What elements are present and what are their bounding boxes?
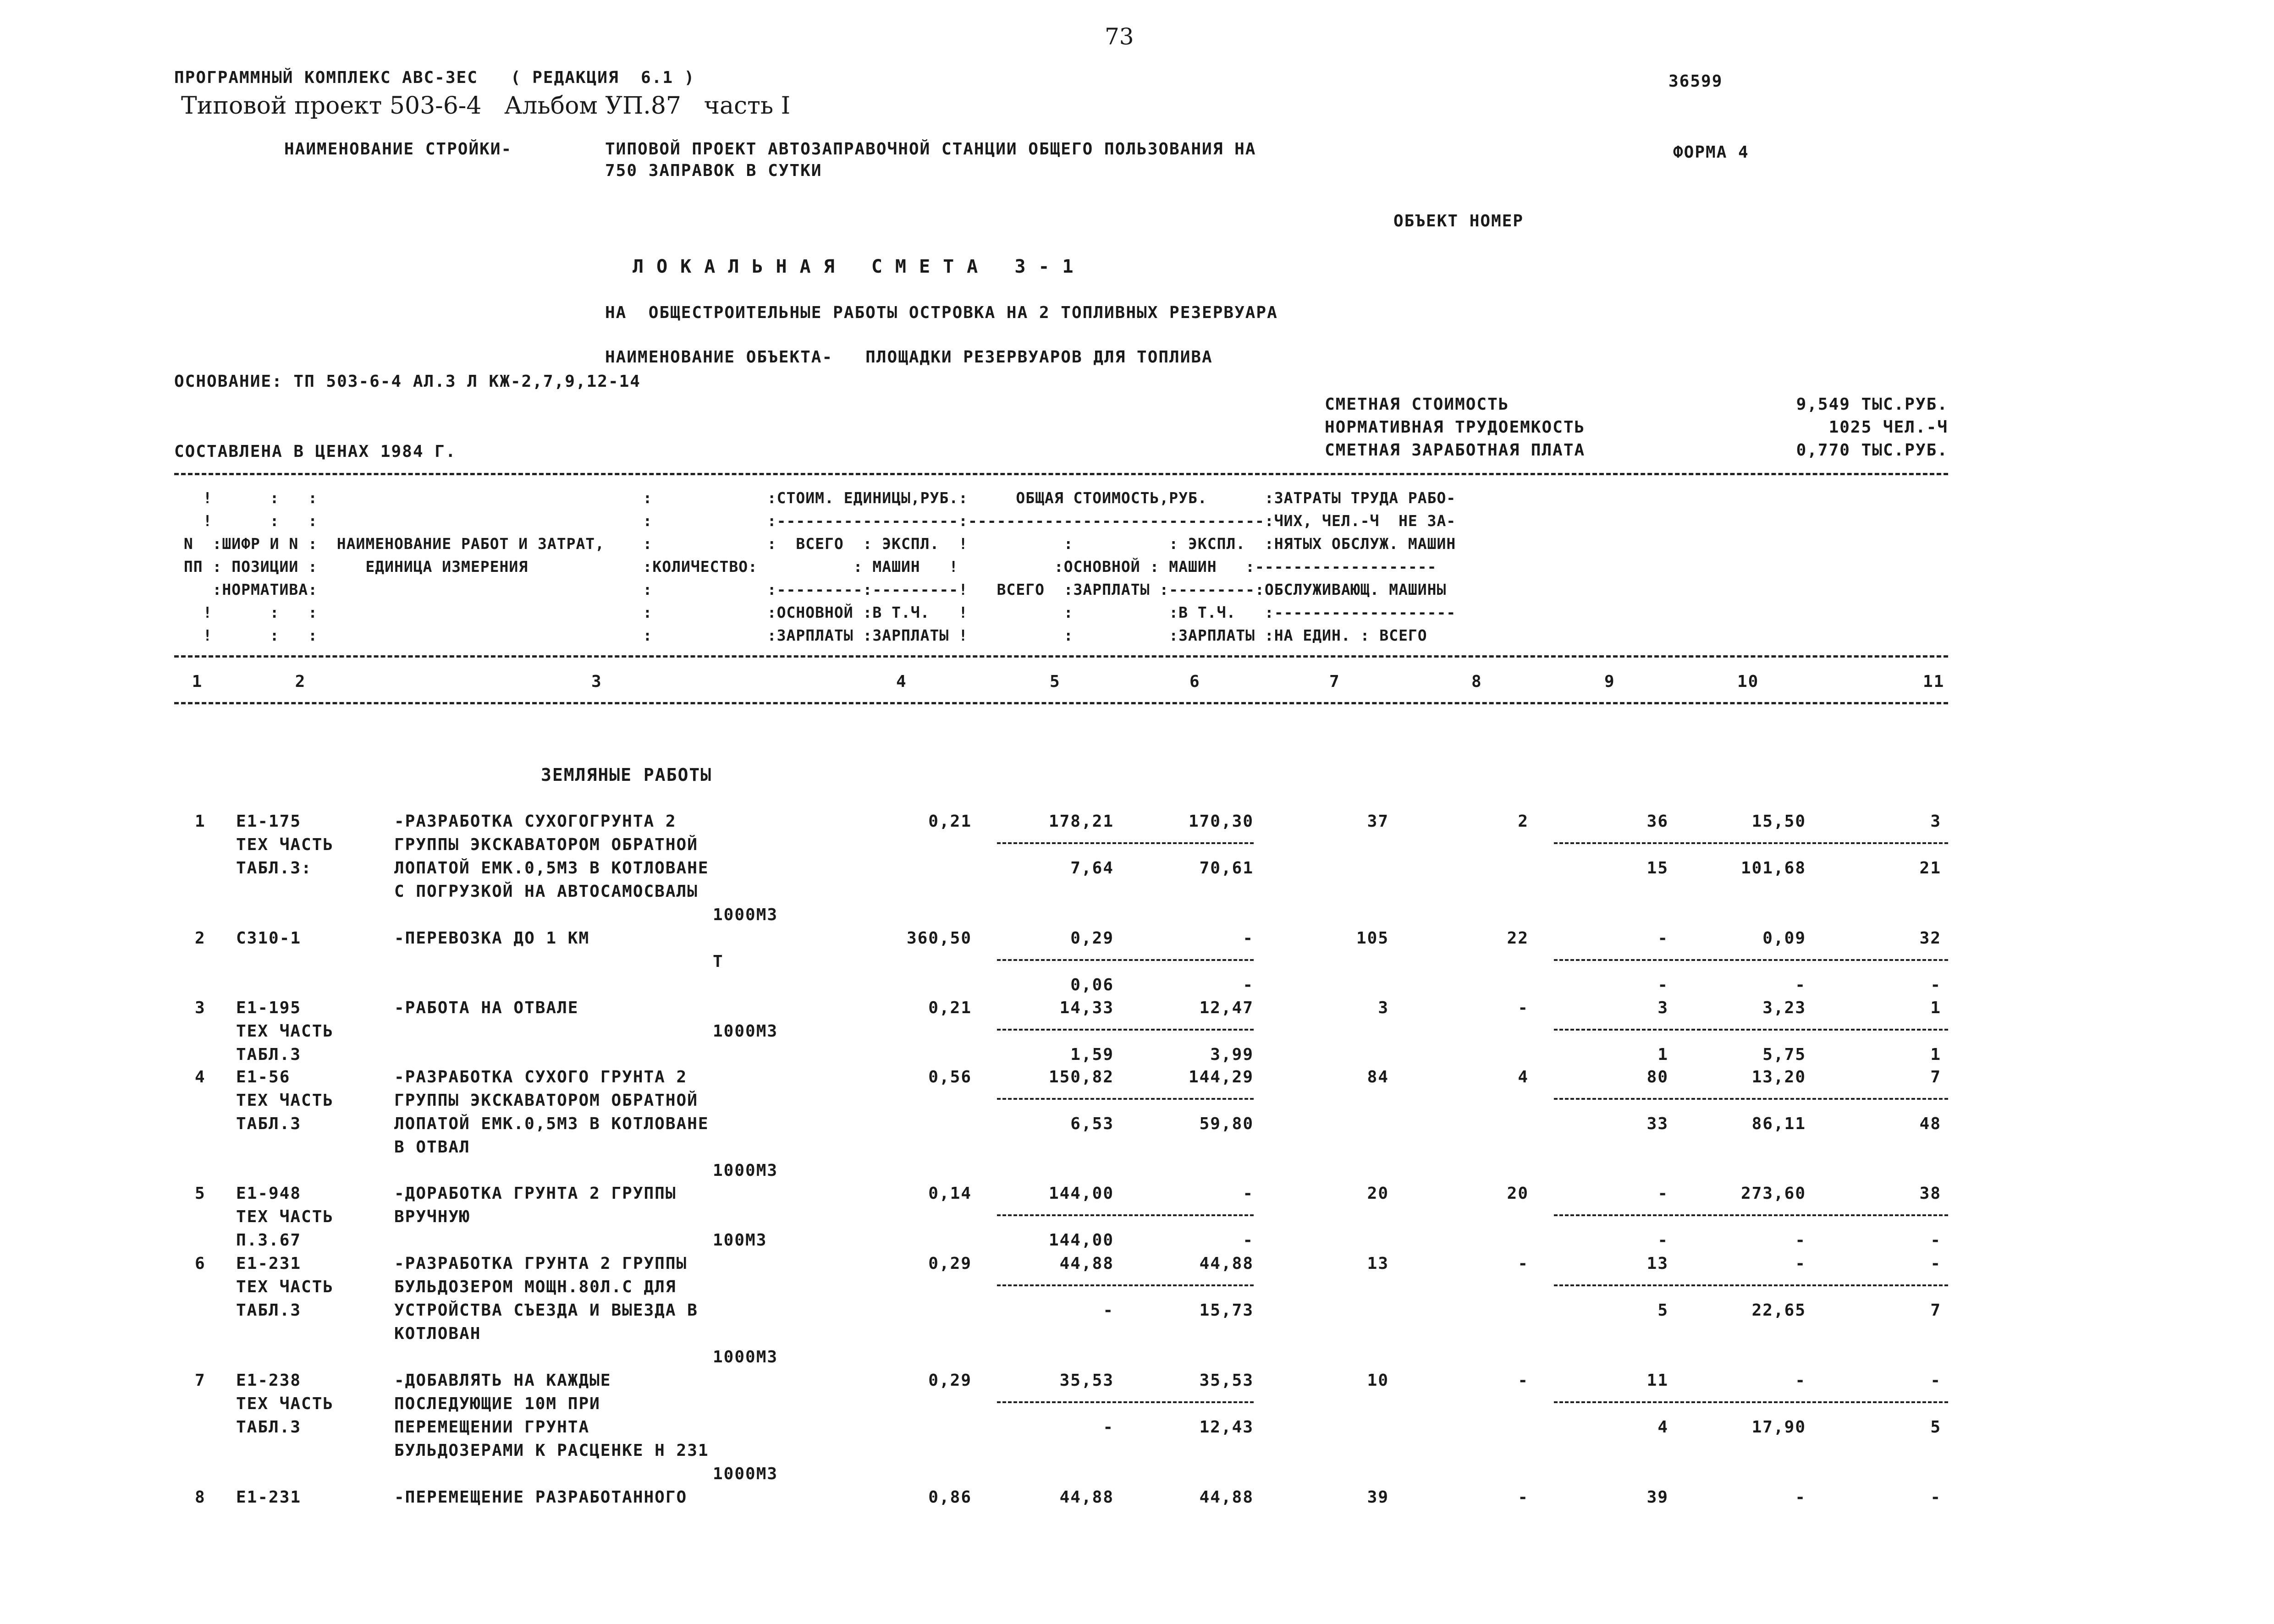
row-c6-value: 170,30 [1188,812,1254,831]
row-code: Е1-948 [236,1184,302,1203]
row-c9-wages: 5 [1657,1301,1668,1320]
row-c9-value: 3 [1657,999,1668,1017]
row-c6-value: 144,29 [1188,1068,1254,1086]
row-unit: 1000М3 [713,1161,778,1180]
row-total-cost: 10 [1367,1371,1389,1390]
row-total-wages: - [1518,1254,1529,1273]
row-quantity: 0,56 [928,1068,972,1086]
summary-label: СМЕТНАЯ ЗАРАБОТНАЯ ПЛАТА [1325,441,1586,460]
row-description: -ПЕРЕМЕЩЕНИЕ РАЗРАБОТАННОГО [394,1488,688,1507]
row-c11-value: - [1930,1371,1941,1390]
row-c11-value: - [1930,1488,1941,1507]
column-number: 1 [181,672,214,691]
row-c10-value: - [1795,1371,1806,1390]
row-c6-wages: 3,99 [1210,1045,1254,1064]
row-description: -ДОБАВЛЯТЬ НА КАЖДЫЕ [394,1371,611,1390]
row-description: БУЛЬДОЗЕРАМИ К РАСЦЕНКЕ Н 231 [394,1441,709,1460]
row-unit: 1000М3 [713,905,778,924]
row-sub-rule [1554,1029,1948,1031]
column-number: 9 [1604,672,1615,691]
row-sub-rule [1554,959,1948,961]
row-sub-rule [997,1029,1254,1031]
row-code: ТЕХ ЧАСТЬ [236,1091,334,1110]
row-c10-value: 15,50 [1751,812,1806,831]
row-c10-wages: - [1795,1231,1806,1250]
row-total-wages: - [1518,1371,1529,1390]
row-c10-wages: 17,90 [1751,1418,1806,1437]
column-number: 6 [1189,672,1200,691]
row-description: ГРУППЫ ЭКСКАВАТОРОМ ОБРАТНОЙ [394,835,698,854]
row-total-wages: 20 [1507,1184,1529,1203]
row-c9-value: - [1657,929,1668,948]
row-c5-value: 14,33 [1059,999,1114,1017]
section-title: ЗЕМЛЯНЫЕ РАБОТЫ [541,765,712,785]
row-c6-value: - [1243,1184,1254,1203]
row-c6-value: - [1243,929,1254,948]
row-quantity: 0,29 [928,1371,972,1390]
row-quantity: 0,14 [928,1184,972,1203]
row-c9-value: 80 [1646,1068,1668,1086]
summary-label: СМЕТНАЯ СТОИМОСТЬ [1325,395,1509,414]
row-total-cost: 105 [1356,929,1389,948]
row-sub-rule [1554,1214,1948,1216]
row-c5-value: 0,29 [1070,929,1114,948]
row-c11-wages: 1 [1930,1045,1941,1064]
rule-header-bottom [174,655,1948,658]
column-number: 10 [1737,672,1759,691]
column-number: 7 [1329,672,1340,691]
row-description: ЛОПАТОЙ ЕМК.0,5М3 В КОТЛОВАНЕ [394,1114,709,1133]
row-c5-value: 144,00 [1048,1184,1114,1203]
row-c5-wages: 0,06 [1070,976,1114,994]
row-quantity: 360,50 [906,929,972,948]
rule-top [174,473,1948,475]
row-c10-value: 273,60 [1740,1184,1806,1203]
row-c6-wages: 12,43 [1199,1418,1254,1437]
row-c10-wages: 86,11 [1751,1114,1806,1133]
row-total-wages: 22 [1507,929,1529,948]
row-code: ТАБЛ.3: [236,859,312,878]
column-number: 2 [284,672,317,691]
row-description: С ПОГРУЗКОЙ НА АВТОСАМОСВАЛЫ [394,882,698,901]
row-sub-rule [997,1284,1254,1286]
row-description: БУЛЬДОЗЕРОМ МОЩН.80Л.С ДЛЯ [394,1278,677,1296]
row-sub-rule [997,1401,1254,1403]
row-c6-wages: 15,73 [1199,1301,1254,1320]
row-description: -РАЗРАБОТКА ГРУНТА 2 ГРУППЫ [394,1254,688,1273]
row-quantity: 0,29 [928,1254,972,1273]
row-c5-wages: - [1103,1301,1114,1320]
row-code: ТЕХ ЧАСТЬ [236,1207,334,1226]
row-c5-value: 35,53 [1059,1371,1114,1390]
row-description: -ПЕРЕВОЗКА ДО 1 КМ [394,929,590,948]
row-c10-value: - [1795,1254,1806,1273]
row-c6-wages: 70,61 [1199,859,1254,878]
row-sub-rule [997,959,1254,961]
project-line: Типовой проект 503-6-4 Альбом УП.87 часть I [181,92,791,120]
row-c6-value: 44,88 [1199,1254,1254,1273]
row-c11-wages: 21 [1919,859,1941,878]
row-total-wages: - [1518,999,1529,1017]
row-c5-wages: 7,64 [1070,859,1114,878]
header-line: N :ШИФР И N : НАИМЕНОВАНИЕ РАБОТ И ЗАТРАТ, : : ВСЕГО : ЭКСПЛ. ! : : ЭКСПЛ. :НЯТЫХ ОБСЛУЖ. МАШИН [174,535,1456,553]
row-c11-value: 38 [1919,1184,1941,1203]
header-line: ! : : : :СТОИМ. ЕДИНИЦЫ,РУБ.: ОБЩАЯ СТОИМОСТЬ,РУБ. :ЗАТРАТЫ ТРУДА РАБО- [174,489,1456,507]
estimate-title: ЛОКАЛЬНАЯ СМЕТА 3-1 [633,256,1086,277]
row-c11-value: 1 [1930,999,1941,1017]
row-number: 6 [195,1254,206,1273]
row-quantity: 0,21 [928,812,972,831]
row-c6-value: 12,47 [1199,999,1254,1017]
construction-name-line-1: ТИПОВОЙ ПРОЕКТ АВТОЗАПРАВОЧНОЙ СТАНЦИИ ОБЩЕГО ПОЛЬЗОВАНИЯ НА [605,140,1256,159]
row-code: ТЕХ ЧАСТЬ [236,835,334,854]
row-c9-value: - [1657,1184,1668,1203]
header-line: ! : : : :-------------------:-------------------------------:ЧИХ, ЧЕЛ.-Ч НЕ ЗА- [174,512,1456,530]
header-line: ! : : : :ОСНОВНОЙ :В Т.Ч. ! : :В Т.Ч. :------------------- [174,604,1456,621]
row-description: ЛОПАТОЙ ЕМК.0,5М3 В КОТЛОВАНЕ [394,859,709,878]
row-number: 7 [195,1371,206,1390]
row-c6-wages: 59,80 [1199,1114,1254,1133]
form-label: ФОРМА 4 [1673,143,1749,162]
row-description: -РАБОТА НА ОТВАЛЕ [394,999,579,1017]
row-c9-value: 36 [1646,812,1668,831]
row-number: 4 [195,1068,206,1086]
row-c10-wages: 101,68 [1740,859,1806,878]
summary-value: 1025 ЧЕЛ.-Ч [1828,418,1948,437]
row-c9-value: 11 [1646,1371,1668,1390]
row-description: ПЕРЕМЕЩЕНИИ ГРУНТА [394,1418,590,1437]
row-total-cost: 3 [1378,999,1389,1017]
row-c6-wages: - [1243,1231,1254,1250]
program-line: ПРОГРАММНЫЙ КОМПЛЕКС АВС-ЗЕС ( РЕДАКЦИЯ 6.1 ) [174,68,695,87]
row-unit: 1000М3 [713,1022,778,1041]
row-c9-wages: 33 [1646,1114,1668,1133]
row-c5-wages: 6,53 [1070,1114,1114,1133]
row-c10-wages: 22,65 [1751,1301,1806,1320]
row-c9-wages: - [1657,976,1668,994]
row-number: 2 [195,929,206,948]
row-number: 8 [195,1488,206,1507]
prices-year: СОСТАВЛЕНА В ЦЕНАХ 1984 Г. [174,442,457,461]
row-description: -ДОРАБОТКА ГРУНТА 2 ГРУППЫ [394,1184,677,1203]
row-number: 3 [195,999,206,1017]
row-description: -РАЗРАБОТКА СУХОГО ГРУНТА 2 [394,1068,688,1086]
row-code: Е1-231 [236,1488,302,1507]
row-c5-value: 44,88 [1059,1488,1114,1507]
row-c11-wages: 5 [1930,1418,1941,1437]
row-unit: 1000М3 [713,1465,778,1483]
row-c10-value: 3,23 [1762,999,1806,1017]
construction-label: НАИМЕНОВАНИЕ СТРОЙКИ- [284,140,512,159]
document-code: 36599 [1668,72,1723,91]
row-c10-value: - [1795,1488,1806,1507]
row-c9-wages: 1 [1657,1045,1668,1064]
rule-columns-bottom [174,702,1948,704]
row-total-wages: 4 [1518,1068,1529,1086]
row-description: УСТРОЙСТВА СЪЕЗДА И ВЫЕЗДА В [394,1301,698,1320]
construction-name-line-2: 750 ЗАПРАВОК В СУТКИ [605,161,822,180]
object-number-label: ОБЪЕКТ НОМЕР [1393,212,1524,230]
row-c5-value: 44,88 [1059,1254,1114,1273]
row-description: ГРУППЫ ЭКСКАВАТОРОМ ОБРАТНОЙ [394,1091,698,1110]
row-code: ТАБЛ.3 [236,1301,302,1320]
header-line: ! : : : :ЗАРПЛАТЫ :ЗАРПЛАТЫ ! : :ЗАРПЛАТЫ :НА ЕДИН. : ВСЕГО [174,626,1427,644]
row-c5-wages: 144,00 [1048,1231,1114,1250]
basis-line: ОСНОВАНИЕ: ТП 503-6-4 АЛ.3 Л КЖ-2,7,9,12-14 [174,372,641,391]
row-description: КОТЛОВАН [394,1324,481,1343]
column-number: 11 [1923,672,1945,691]
row-c11-value: 3 [1930,812,1941,831]
row-unit: Т [713,952,724,971]
row-c9-wages: - [1657,1231,1668,1250]
row-c9-value: 39 [1646,1488,1668,1507]
work-subject: НА ОБЩЕСТРОИТЕЛЬНЫЕ РАБОТЫ ОСТРОВКА НА 2 ТОПЛИВНЫХ РЕЗЕРВУАРА [605,303,1278,322]
row-total-wages: 2 [1518,812,1529,831]
row-c6-value: 44,88 [1199,1488,1254,1507]
row-code: ТЕХ ЧАСТЬ [236,1394,334,1413]
header-line: ПП : ПОЗИЦИИ : ЕДИНИЦА ИЗМЕРЕНИЯ :КОЛИЧЕСТВО: : МАШИН ! :ОСНОВНОЙ : МАШИН :------------------- [174,558,1437,576]
row-c9-value: 13 [1646,1254,1668,1273]
row-c11-wages: - [1930,976,1941,994]
row-c11-value: - [1930,1254,1941,1273]
row-c5-value: 178,21 [1048,812,1114,831]
row-quantity: 0,21 [928,999,972,1017]
row-quantity: 0,86 [928,1488,972,1507]
row-total-cost: 39 [1367,1488,1389,1507]
row-description: ВРУЧНУЮ [394,1207,470,1226]
object-name: НАИМЕНОВАНИЕ ОБЪЕКТА- ПЛОЩАДКИ РЕЗЕРВУАРОВ ДЛЯ ТОПЛИВА [605,348,1213,367]
row-description: В ОТВАЛ [394,1138,470,1157]
row-unit: 100М3 [713,1231,767,1250]
row-sub-rule [1554,1098,1948,1100]
row-c10-value: 0,09 [1762,929,1806,948]
column-number: 5 [1050,672,1061,691]
row-c5-wages: - [1103,1418,1114,1437]
row-total-cost: 84 [1367,1068,1389,1086]
page-number: 73 [1105,23,1134,50]
row-total-cost: 20 [1367,1184,1389,1203]
row-sub-rule [997,1098,1254,1100]
row-code: ТЕХ ЧАСТЬ [236,1278,334,1296]
column-number: 3 [591,672,602,691]
row-description: ПОСЛЕДУЮЩИЕ 10М ПРИ [394,1394,600,1413]
header-line: :НОРМАТИВА: : :---------:---------! ВСЕГО :ЗАРПЛАТЫ :---------:ОБСЛУЖИВАЮЩ. МАШИНЫ [174,581,1447,598]
row-c10-value: 13,20 [1751,1068,1806,1086]
summary-label: НОРМАТИВНАЯ ТРУДОЕМКОСТЬ [1325,418,1586,437]
row-c11-wages: - [1930,1231,1941,1250]
row-c6-value: 35,53 [1199,1371,1254,1390]
row-total-cost: 13 [1367,1254,1389,1273]
row-number: 1 [195,812,206,831]
row-c6-wages: - [1243,976,1254,994]
row-code: Е1-175 [236,812,302,831]
column-number: 4 [896,672,907,691]
row-code: Е1-231 [236,1254,302,1273]
row-c5-value: 150,82 [1048,1068,1114,1086]
row-code: Е1-195 [236,999,302,1017]
row-code: Е1-238 [236,1371,302,1390]
row-total-cost: 37 [1367,812,1389,831]
row-code: П.3.67 [236,1231,302,1250]
row-code: С310-1 [236,929,302,948]
row-c9-wages: 15 [1646,859,1668,878]
row-c11-wages: 48 [1919,1114,1941,1133]
row-code: ТАБЛ.3 [236,1418,302,1437]
row-description: -РАЗРАБОТКА СУХОГОГРУНТА 2 [394,812,677,831]
row-total-wages: - [1518,1488,1529,1507]
row-sub-rule [1554,1284,1948,1286]
row-c11-value: 7 [1930,1068,1941,1086]
row-c10-wages: - [1795,976,1806,994]
summary-value: 0,770 ТЫС.РУБ. [1796,441,1948,460]
row-code: ТАБЛ.3 [236,1045,302,1064]
row-sub-rule [1554,1401,1948,1403]
row-unit: 1000М3 [713,1348,778,1366]
row-c5-wages: 1,59 [1070,1045,1114,1064]
row-number: 5 [195,1184,206,1203]
row-c11-value: 32 [1919,929,1941,948]
row-code: ТЕХ ЧАСТЬ [236,1022,334,1041]
column-number: 8 [1471,672,1482,691]
summary-value: 9,549 ТЫС.РУБ. [1796,395,1948,414]
row-c11-wages: 7 [1930,1301,1941,1320]
row-sub-rule [1554,842,1948,844]
row-sub-rule [997,842,1254,844]
row-c9-wages: 4 [1657,1418,1668,1437]
row-sub-rule [997,1214,1254,1216]
row-code: Е1-56 [236,1068,291,1086]
row-c10-wages: 5,75 [1762,1045,1806,1064]
row-code: ТАБЛ.3 [236,1114,302,1133]
